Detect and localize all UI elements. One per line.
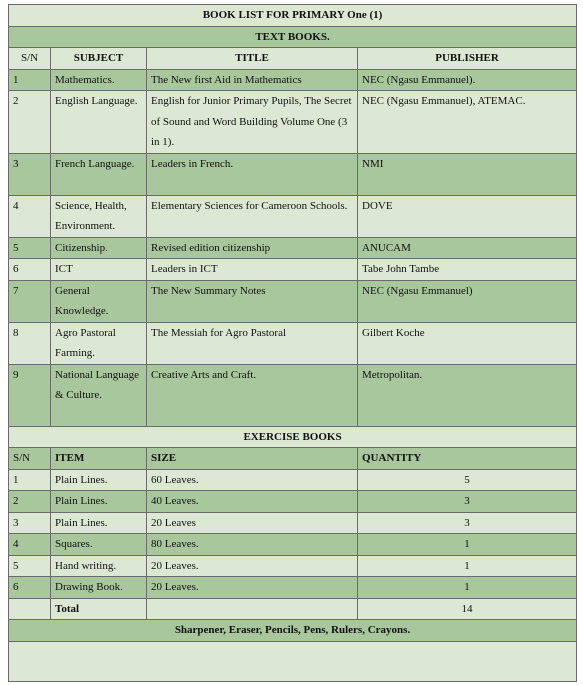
- table-row: [9, 153, 577, 195]
- row-publisher: Gilbert Koche: [358, 322, 577, 364]
- row-quantity: 5: [358, 469, 577, 491]
- table-row: [9, 469, 577, 491]
- row-title: Creative Arts and Craft.: [147, 364, 358, 426]
- column-header-size: SIZE: [147, 448, 358, 470]
- row-sn: 3: [9, 512, 51, 534]
- row-publisher: NEC (Ngasu Emmanuel).: [358, 69, 577, 91]
- row-quantity: 1: [358, 577, 577, 599]
- row-publisher: Metropolitan.: [358, 364, 577, 426]
- exercise-books-heading: EXERCISE BOOKS: [9, 426, 577, 448]
- row-publisher: ANUCAM: [358, 237, 577, 259]
- row-title: The New first Aid in Mathematics: [147, 69, 358, 91]
- table-row: [9, 322, 577, 364]
- row-subject: Science, Health, Environment.: [51, 195, 147, 237]
- row-size: 20 Leaves.: [147, 555, 358, 577]
- row-title: The New Summary Notes: [147, 280, 358, 322]
- row-subject: General Knowledge.: [51, 280, 147, 322]
- row-sn: 5: [9, 237, 51, 259]
- total-row: [9, 598, 577, 620]
- column-header-publisher: PUBLISHER: [358, 48, 577, 70]
- row-sn: 3: [9, 153, 51, 195]
- row-quantity: 3: [358, 491, 577, 513]
- text-books-heading: TEXT BOOKS.: [9, 26, 577, 48]
- row-subject: French Language.: [51, 153, 147, 195]
- row-publisher: Tabe John Tambe: [358, 259, 577, 281]
- row-publisher: DOVE: [358, 195, 577, 237]
- row-subject: Mathematics.: [51, 69, 147, 91]
- book-list-table: [8, 4, 577, 682]
- row-item: Hand writing.: [51, 555, 147, 577]
- row-sn: 1: [9, 69, 51, 91]
- row-sn: 2: [9, 491, 51, 513]
- text-books-header-row: [9, 48, 577, 70]
- book-list-title: BOOK LIST FOR PRIMARY One (1): [9, 5, 577, 27]
- row-size: 40 Leaves.: [147, 491, 358, 513]
- row-item: Plain Lines.: [51, 512, 147, 534]
- table-row: [9, 69, 577, 91]
- column-header-sn: S/N: [9, 448, 51, 470]
- row-subject: English Language.: [51, 91, 147, 154]
- row-item: Squares.: [51, 534, 147, 556]
- row-sn: 5: [9, 555, 51, 577]
- total-value: 14: [358, 598, 577, 620]
- row-title: English for Junior Primary Pupils, The Secret of Sound and Word Building Volume One (3 in 1).: [147, 91, 358, 154]
- exercise-books-heading-row: [9, 426, 577, 448]
- row-sn: 6: [9, 259, 51, 281]
- row-publisher: NMI: [358, 153, 577, 195]
- row-title: Elementary Sciences for Cameroon Schools.: [147, 195, 358, 237]
- table-row: [9, 491, 577, 513]
- exercise-books-header-row: [9, 448, 577, 470]
- row-item: Plain Lines.: [51, 469, 147, 491]
- row-quantity: 3: [358, 512, 577, 534]
- row-sn: 4: [9, 534, 51, 556]
- row-sn: 2: [9, 91, 51, 154]
- row-publisher: NEC (Ngasu Emmanuel), ATEMAC.: [358, 91, 577, 154]
- row-size: 60 Leaves.: [147, 469, 358, 491]
- empty-row: [9, 641, 577, 681]
- row-sn: 9: [9, 364, 51, 426]
- row-quantity: 1: [358, 555, 577, 577]
- table-row: [9, 577, 577, 599]
- column-header-item: ITEM: [51, 448, 147, 470]
- column-header-quantity: QUANTITY: [358, 448, 577, 470]
- table-row: [9, 280, 577, 322]
- text-books-heading-row: [9, 26, 577, 48]
- row-item: Plain Lines.: [51, 491, 147, 513]
- row-title: Revised edition citizenship: [147, 237, 358, 259]
- row-size: 20 Leaves.: [147, 577, 358, 599]
- column-header-sn: S/N: [9, 48, 51, 70]
- row-sn: 8: [9, 322, 51, 364]
- table-row: [9, 364, 577, 426]
- table-row: [9, 534, 577, 556]
- row-quantity: 1: [358, 534, 577, 556]
- title-row: [9, 5, 577, 27]
- row-subject: Citizenship.: [51, 237, 147, 259]
- total-label: Total: [51, 598, 147, 620]
- table-row: [9, 91, 577, 154]
- row-sn: 4: [9, 195, 51, 237]
- table-row: [9, 237, 577, 259]
- table-row: [9, 259, 577, 281]
- row-item: Drawing Book.: [51, 577, 147, 599]
- row-sn: 6: [9, 577, 51, 599]
- stationery-list: Sharpener, Eraser, Pencils, Pens, Rulers, Crayons.: [9, 620, 577, 642]
- table-row: [9, 512, 577, 534]
- row-size: 20 Leaves: [147, 512, 358, 534]
- column-header-title: TITLE: [147, 48, 358, 70]
- row-subject: Agro Pastoral Farming.: [51, 322, 147, 364]
- row-sn: 1: [9, 469, 51, 491]
- row-subject: National Language & Culture.: [51, 364, 147, 426]
- table-row: [9, 195, 577, 237]
- stationery-row: [9, 620, 577, 642]
- row-title: Leaders in French.: [147, 153, 358, 195]
- row-title: The Messiah for Agro Pastoral: [147, 322, 358, 364]
- table-row: [9, 555, 577, 577]
- row-size: 80 Leaves.: [147, 534, 358, 556]
- row-sn: 7: [9, 280, 51, 322]
- row-subject: ICT: [51, 259, 147, 281]
- column-header-subject: SUBJECT: [51, 48, 147, 70]
- row-title: Leaders in ICT: [147, 259, 358, 281]
- row-publisher: NEC (Ngasu Emmanuel): [358, 280, 577, 322]
